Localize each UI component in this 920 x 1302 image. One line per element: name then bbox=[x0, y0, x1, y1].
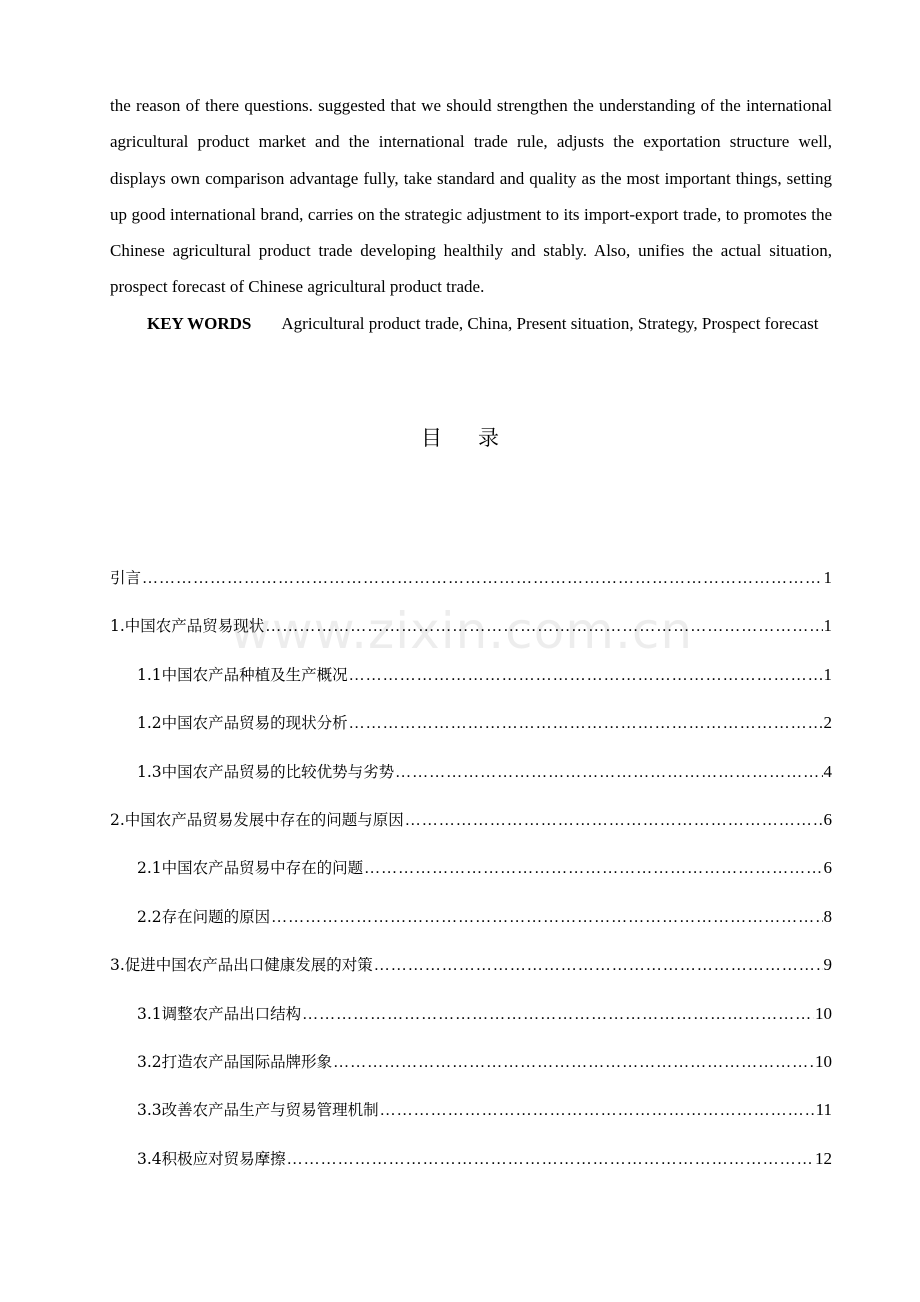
toc-page-number: 10 bbox=[815, 1003, 832, 1023]
toc-page-number: 10 bbox=[815, 1051, 832, 1071]
toc-entry-section-3-2[interactable] bbox=[110, 1050, 832, 1098]
keywords-text: Agricultural product trade, China, Present situation, Strategy, Prospect forecast bbox=[281, 313, 819, 333]
toc-entry-label: 3.4积极应对贸易摩擦 bbox=[137, 1149, 286, 1168]
toc-leader-dots bbox=[265, 618, 822, 636]
toc-entry-label: 3.2打造农产品国际品牌形象 bbox=[137, 1052, 333, 1071]
keywords-label: KEY WORDS bbox=[147, 313, 252, 333]
toc-leader-dots bbox=[333, 1054, 814, 1072]
toc-entry-section-1[interactable] bbox=[110, 614, 832, 662]
toc-entry-label: 3.促进中国农产品出口健康发展的对策 bbox=[110, 956, 373, 975]
toc-entry-section-1-2[interactable] bbox=[110, 711, 832, 759]
toc-title: 目录 bbox=[421, 426, 535, 450]
toc-entry-label: 1.3中国农产品贸易的比较优势与劣势 bbox=[137, 762, 395, 781]
toc-leader-dots bbox=[364, 860, 822, 878]
toc-page-number: 2 bbox=[823, 713, 832, 733]
toc-leader-dots bbox=[405, 812, 823, 830]
toc-entry-label: 引言 bbox=[110, 569, 142, 587]
toc-page-number: 8 bbox=[823, 906, 832, 926]
toc-page-number: 1 bbox=[823, 616, 832, 636]
toc-leader-dots bbox=[349, 715, 823, 733]
toc-leader-dots bbox=[380, 1102, 815, 1120]
toc-entry-label: 1.1中国农产品种植及生产概况 bbox=[137, 665, 348, 684]
toc-entry-label: 1.2中国农产品贸易的现状分析 bbox=[137, 714, 348, 733]
toc-entry-label: 2.中国农产品贸易发展中存在的问题与原因 bbox=[110, 810, 404, 829]
toc-leader-dots bbox=[349, 667, 823, 685]
toc-leader-dots bbox=[302, 1006, 814, 1024]
toc-page-number: 4 bbox=[823, 761, 832, 781]
toc-entry-label: 3.1调整农产品出口结构 bbox=[137, 1004, 302, 1023]
toc-entry-section-1-3[interactable] bbox=[110, 760, 832, 808]
toc-leader-dots bbox=[142, 570, 822, 588]
toc-entry-section-3-1[interactable] bbox=[110, 1002, 832, 1050]
toc-page-number: 12 bbox=[815, 1148, 832, 1168]
toc-page-number: 6 bbox=[823, 858, 832, 878]
toc-entry-section-2-2[interactable] bbox=[110, 905, 832, 953]
toc-leader-dots bbox=[287, 1151, 814, 1169]
toc-page-number: 9 bbox=[823, 955, 832, 975]
toc-entry-section-3-4[interactable] bbox=[110, 1147, 832, 1195]
toc-page-number: 11 bbox=[815, 1100, 832, 1120]
toc-entry-section-1-1[interactable] bbox=[110, 663, 832, 711]
toc-leader-dots bbox=[374, 957, 823, 975]
toc-page-number: 1 bbox=[823, 664, 832, 684]
toc-entry-label: 2.2存在问题的原因 bbox=[137, 907, 271, 926]
abstract-body bbox=[110, 88, 832, 342]
toc-page-number: 1 bbox=[823, 568, 832, 587]
toc-entry-label: 2.1中国农产品贸易中存在的问题 bbox=[137, 859, 364, 878]
keywords-paragraph bbox=[110, 306, 832, 342]
toc-entry-section-3[interactable] bbox=[110, 953, 832, 1001]
toc-page-number: 6 bbox=[823, 809, 832, 829]
toc-entry-section-3-3[interactable] bbox=[110, 1098, 832, 1146]
watermark: www.zixin.com.cn bbox=[230, 602, 694, 660]
toc-entry-section-2-1[interactable] bbox=[110, 856, 832, 904]
abstract-continuation: the reason of there questions. suggested that we should strengthen the understanding of the international agricultural product market and the international trade rule, adjusts the exportation structure well, displays own comparison advantage fully, take standard and quality as the most important things, setting up good international brand, carries on the strategic adjustment to its import-export trade, to promotes the Chinese agricultural product trade developing healthily and stably. Also, unifies the actual situation, prospect forecast of Chinese agricultural product trade. bbox=[110, 96, 832, 297]
toc-leader-dots bbox=[271, 909, 822, 927]
toc-entry-intro[interactable] bbox=[110, 566, 832, 614]
table-of-contents bbox=[110, 566, 832, 1195]
toc-entry-section-2[interactable] bbox=[110, 808, 832, 856]
toc-entry-label: 3.3改善农产品生产与贸易管理机制 bbox=[137, 1101, 379, 1120]
toc-leader-dots bbox=[395, 764, 822, 782]
toc-entry-label: 1.中国农产品贸易现状 bbox=[110, 617, 265, 636]
